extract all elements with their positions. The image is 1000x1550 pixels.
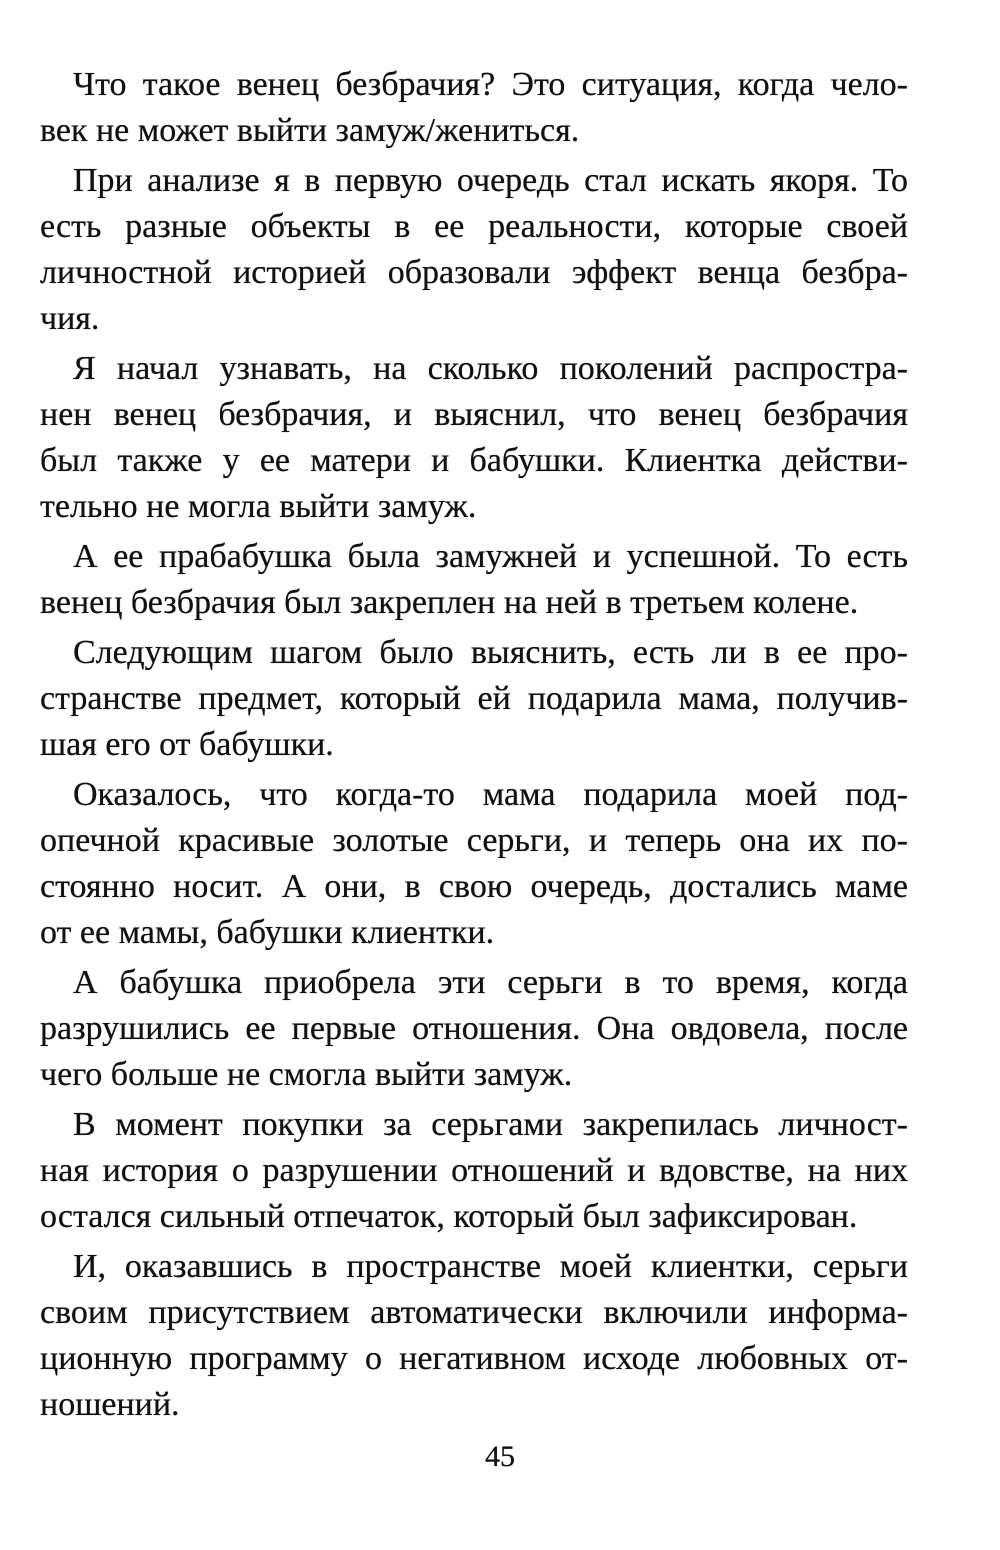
text-line: личностной историей образовали эффект венца безбра- [40, 254, 908, 291]
text-line: ношений. [40, 1386, 180, 1423]
text-line: В момент покупки за серьгами закрепилась личност- [73, 1106, 908, 1143]
text-line: остался сильный отпечаток, который был зафиксирован. [40, 1198, 858, 1235]
text-line: А бабушка приобрела эти серьги в то время, когда [73, 964, 908, 1001]
text-line: был также у ее матери и бабушки. Клиентка действи- [40, 442, 908, 479]
text-line: Оказалось, что когда-то мама подарила моей под- [73, 776, 908, 813]
text-line: Что такое венец безбрачия? Это ситуация, когда чело- [73, 66, 908, 103]
text-line: чия. [40, 300, 100, 337]
text-line: шая его от бабушки. [40, 726, 334, 763]
text-line: ная история о разрушении отношений и вдовстве, на них [40, 1152, 908, 1189]
paragraph [40, 158, 908, 342]
paragraph [40, 772, 908, 956]
text-line: Следующим шагом было выяснить, есть ли в ее про- [73, 634, 908, 671]
paragraph [40, 960, 908, 1098]
text-line: А ее прабабушка была замужней и успешной. То есть [73, 538, 908, 575]
text-line: век не может выйти замуж/жениться. [40, 112, 580, 149]
text-line: от ее мамы, бабушки клиентки. [40, 914, 495, 951]
paragraph [40, 62, 908, 154]
page-number: 45 [485, 1440, 515, 1473]
text-line: стоянно носит. А они, в свою очередь, достались маме [40, 868, 908, 905]
paragraph [40, 534, 908, 626]
text-line: При анализе я в первую очередь стал искать якоря. То [73, 162, 908, 199]
paragraph [40, 1102, 908, 1240]
text-line: венец безбрачия был закреплен на ней в третьем колене. [40, 584, 859, 621]
text-line: своим присутствием автоматически включили информа- [40, 1294, 908, 1331]
text-line: есть разные объекты в ее реальности, которые своей [40, 208, 908, 245]
text-line: ционную программу о негативном исходе любовных от- [40, 1340, 908, 1377]
text-line: чего больше не смогла выйти замуж. [40, 1056, 573, 1093]
text-line: нен венец безбрачия, и выяснил, что венец безбрачия [40, 396, 908, 433]
text-line: Я начал узнавать, на сколько поколений распростра- [73, 350, 908, 387]
paragraph [40, 630, 908, 768]
text-line: опечной красивые золотые серьги, и теперь она их по- [40, 822, 908, 859]
text-line: И, оказавшись в пространстве моей клиентки, серьги [73, 1248, 908, 1285]
paragraph [40, 1244, 908, 1428]
text-line: разрушились ее первые отношения. Она овдовела, после [40, 1010, 908, 1047]
text-line: тельно не могла выйти замуж. [40, 488, 477, 525]
text-line: странстве предмет, который ей подарила мама, получив- [40, 680, 908, 717]
paragraph [40, 346, 908, 530]
page-body [40, 62, 908, 1432]
